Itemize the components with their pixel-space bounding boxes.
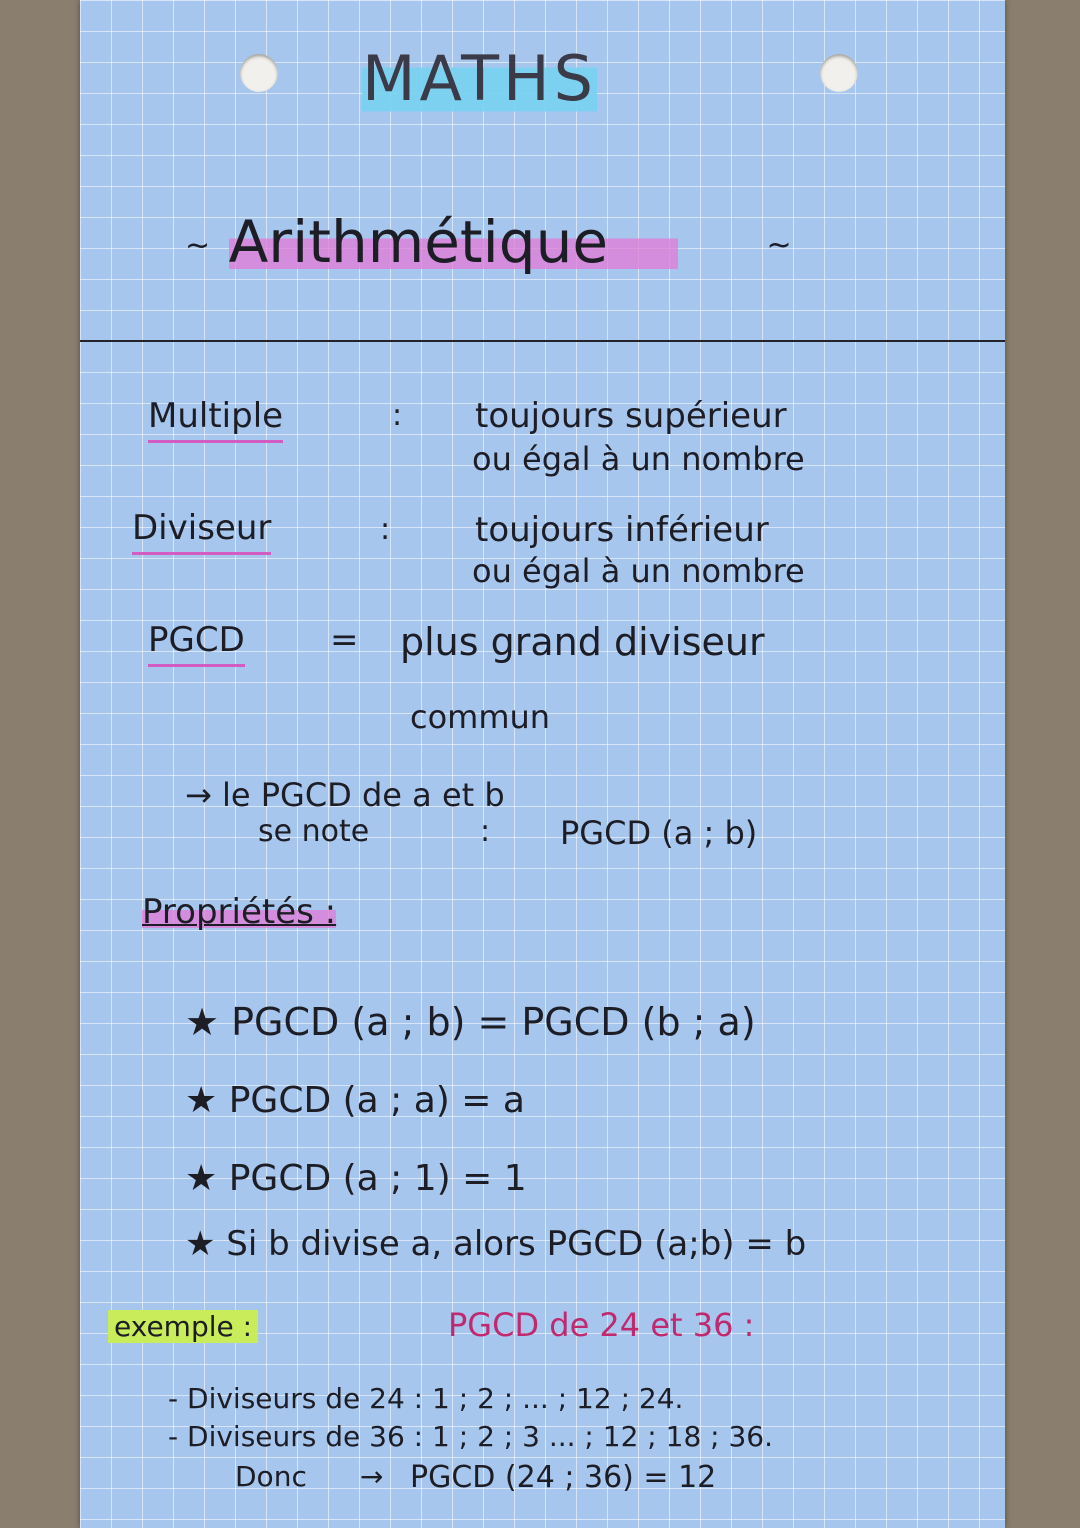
punch-hole-right	[820, 54, 858, 92]
property-item: ★ PGCD (a ; a) = a	[185, 1080, 525, 1121]
def-diviseur-sep: :	[380, 512, 391, 547]
pgcd-term: PGCD	[148, 620, 245, 660]
pgcd-definition2: commun	[410, 698, 551, 736]
property-item: ★ Si b divise a, alors PGCD (a;b) = b	[185, 1224, 807, 1264]
header-rule	[80, 340, 1005, 342]
property-item: ★ PGCD (a ; 1) = 1	[185, 1158, 527, 1199]
pgcd-sep: =	[330, 620, 359, 660]
pgcd-note-line2-sep: :	[480, 814, 491, 849]
example-line3-left: Donc	[235, 1460, 307, 1493]
subject-title: MATHS	[362, 42, 597, 115]
def-diviseur-term: Diviseur	[132, 508, 271, 548]
example-line1: - Diviseurs de 24 : 1 ; 2 ; ... ; 12 ; 24.	[168, 1382, 684, 1415]
example-label: exemple :	[108, 1310, 258, 1343]
example-line3-right: PGCD (24 ; 36) = 12	[410, 1460, 717, 1495]
properties-heading: Propriétés :	[142, 892, 337, 932]
def-multiple-term: Multiple	[148, 396, 283, 436]
punch-hole-left	[240, 54, 278, 92]
note-card	[80, 0, 1005, 1528]
def-multiple-sep: :	[392, 398, 403, 433]
pgcd-definition: plus grand diviseur	[400, 620, 765, 664]
def-multiple-line2: ou égal à un nombre	[472, 440, 805, 478]
def-diviseur-line1: toujours inférieur	[475, 510, 769, 550]
topic-title: ~ Arithmétique ~	[185, 208, 792, 276]
pgcd-note-line2-right: PGCD (a ; b)	[560, 814, 758, 852]
def-diviseur-line2: ou égal à un nombre	[472, 552, 805, 590]
example-line3-arrow: →	[360, 1460, 384, 1493]
property-item: ★ PGCD (a ; b) = PGCD (b ; a)	[185, 1000, 756, 1044]
pgcd-note-line1: → le PGCD de a et b	[185, 776, 505, 814]
example-line2: - Diviseurs de 36 : 1 ; 2 ; 3 ... ; 12 ; 18 ; 36.	[168, 1420, 774, 1453]
example-heading: PGCD de 24 et 36 :	[448, 1306, 755, 1344]
def-multiple-line1: toujours supérieur	[475, 396, 787, 436]
pgcd-note-line2-left: se note	[258, 814, 370, 849]
